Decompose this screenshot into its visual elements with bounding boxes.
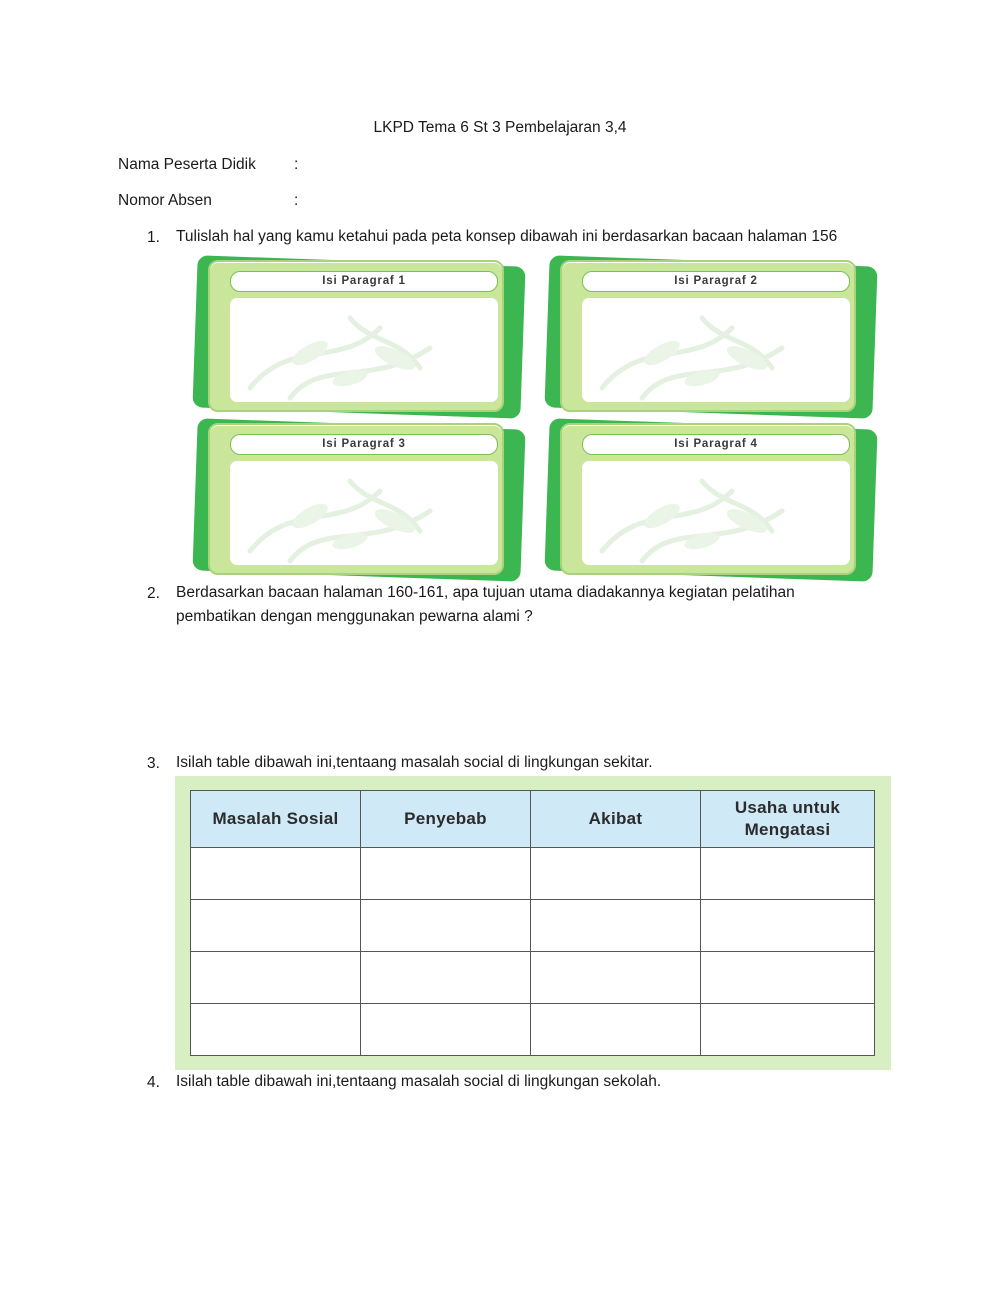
question-2-number: 2. bbox=[147, 585, 160, 602]
table-cell[interactable] bbox=[701, 900, 875, 952]
question-2-line-1: Berdasarkan bacaan halaman 160-161, apa tujuan utama diadakannya kegiatan pelatihan bbox=[176, 584, 795, 601]
floral-watermark-icon bbox=[230, 298, 498, 402]
header-usaha-line-1: Usaha untuk bbox=[734, 798, 841, 817]
card-label: Isi Paragraf 1 bbox=[230, 271, 498, 292]
table-cell[interactable] bbox=[531, 848, 701, 900]
table-row bbox=[191, 1004, 875, 1056]
absence-number-colon: : bbox=[294, 192, 299, 209]
paragraph-card-2 bbox=[554, 258, 884, 418]
paragraph-answer-area-3[interactable] bbox=[230, 461, 498, 565]
social-problems-table bbox=[190, 790, 875, 1056]
card-frame bbox=[560, 423, 856, 575]
table-header-row bbox=[191, 791, 875, 848]
question-3-number: 3. bbox=[147, 755, 160, 772]
header-usaha-line-2: Mengatasi bbox=[744, 820, 831, 839]
header-masalah-sosial: Masalah Sosial bbox=[191, 791, 361, 848]
paragraph-answer-area-2[interactable] bbox=[582, 298, 850, 402]
question-1-text: Tulislah hal yang kamu ketahui pada peta konsep dibawah ini berdasarkan bacaan halaman 156 bbox=[176, 228, 838, 245]
card-frame bbox=[560, 260, 856, 412]
table-cell[interactable] bbox=[361, 1004, 531, 1056]
question-2-line-2: pembatikan dengan menggunakan pewarna alami ? bbox=[176, 608, 533, 625]
table-cell[interactable] bbox=[701, 848, 875, 900]
header-penyebab: Penyebab bbox=[361, 791, 531, 848]
table-cell[interactable] bbox=[361, 848, 531, 900]
page-title: LKPD Tema 6 St 3 Pembelajaran 3,4 bbox=[373, 119, 627, 136]
paragraph-card-3 bbox=[202, 421, 532, 581]
table-cell[interactable] bbox=[531, 1004, 701, 1056]
table-cell[interactable] bbox=[361, 952, 531, 1004]
table-cell[interactable] bbox=[191, 900, 361, 952]
card-frame bbox=[208, 260, 504, 412]
header-akibat: Akibat bbox=[531, 791, 701, 848]
table-row bbox=[191, 952, 875, 1004]
table-row bbox=[191, 900, 875, 952]
question-4-text: Isilah table dibawah ini,tentaang masalah social di lingkungan sekolah. bbox=[176, 1073, 662, 1090]
floral-watermark-icon bbox=[582, 461, 850, 565]
table-cell[interactable] bbox=[191, 952, 361, 1004]
table-cell[interactable] bbox=[531, 900, 701, 952]
table-cell[interactable] bbox=[701, 952, 875, 1004]
paragraph-card-1 bbox=[202, 258, 532, 418]
table-cell[interactable] bbox=[191, 848, 361, 900]
question-4-number: 4. bbox=[147, 1074, 160, 1091]
floral-watermark-icon bbox=[582, 298, 850, 402]
table-cell[interactable] bbox=[531, 952, 701, 1004]
table-cell[interactable] bbox=[701, 1004, 875, 1056]
question-2-answer-area[interactable] bbox=[176, 635, 876, 745]
question-3-text: Isilah table dibawah ini,tentaang masalah social di lingkungan sekitar. bbox=[176, 754, 653, 771]
card-frame bbox=[208, 423, 504, 575]
card-label: Isi Paragraf 2 bbox=[582, 271, 850, 292]
paragraph-answer-area-4[interactable] bbox=[582, 461, 850, 565]
floral-watermark-icon bbox=[230, 461, 498, 565]
table-row bbox=[191, 848, 875, 900]
student-name-colon: : bbox=[294, 156, 299, 173]
header-usaha-mengatasi bbox=[701, 791, 875, 848]
card-label: Isi Paragraf 4 bbox=[582, 434, 850, 455]
table-cell[interactable] bbox=[361, 900, 531, 952]
question-1-number: 1. bbox=[147, 229, 160, 246]
student-name-label: Nama Peserta Didik bbox=[118, 156, 256, 173]
table-cell[interactable] bbox=[191, 1004, 361, 1056]
paragraph-card-4 bbox=[554, 421, 884, 581]
card-label: Isi Paragraf 3 bbox=[230, 434, 498, 455]
absence-number-label: Nomor Absen bbox=[118, 192, 212, 209]
paragraph-answer-area-1[interactable] bbox=[230, 298, 498, 402]
